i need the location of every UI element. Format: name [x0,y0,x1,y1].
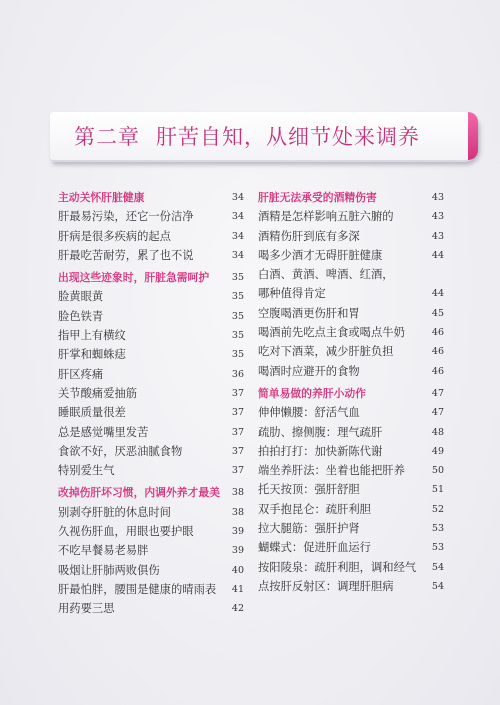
toc-page-number: 35 [231,291,244,303]
toc-entry[interactable] [258,461,444,480]
toc-entry-title: 不吃早餐易老易胖 [58,544,149,558]
toc-entry-title: 肝病是很多疾病的起点 [58,229,171,243]
toc-entry-title: 脸黄眼黄 [58,290,104,304]
toc-entry-title: 喝酒前先吃点主食或喝点牛奶 [258,326,405,340]
chapter-banner-accent [468,112,478,160]
toc-entry-title: 拍拍打打：加快新陈代谢 [258,444,383,458]
toc-page-number: 35 [231,310,244,322]
toc-entry-title: 蝴蝶式：促进肝血运行 [258,541,371,555]
toc-entry[interactable] [258,500,444,519]
toc-entry-title: 肝掌和蜘蛛痣 [58,348,126,362]
chapter-title: 肝苦自知，从细节处来调养 [156,125,420,149]
toc-page-number: 37 [231,445,244,457]
toc-page-number: 34 [231,211,244,223]
toc-entry-title: 喝酒时应避开的食物 [258,364,360,378]
toc-entry-title: 肝脏无法承受的酒精伤害 [258,191,377,204]
toc-page-number: 35 [231,349,244,361]
toc-entry-title: 酒精是怎样影响五脏六腑的 [258,210,394,224]
toc-entry-title: 关节酸痛爱抽筋 [58,386,138,400]
toc-entry[interactable] [258,304,444,323]
toc-entry-title: 酒精伤肝到底有多深 [258,229,360,243]
toc-entry-title: 疏肋、擦侧腹：理气疏肝 [258,425,383,439]
toc-entry[interactable] [58,541,244,560]
toc-entry[interactable] [58,287,244,306]
toc-entry[interactable] [258,442,444,461]
toc-entry[interactable] [258,403,444,422]
toc-entry[interactable] [58,227,244,246]
toc-entry[interactable] [258,362,444,381]
toc-section-heading[interactable] [58,268,244,287]
toc-entry[interactable] [258,519,444,538]
toc-entry-title: 用药要三思 [58,602,115,616]
toc-entry[interactable] [58,403,244,422]
toc-page-number: 43 [431,211,444,223]
toc-entry[interactable] [58,580,244,599]
toc-page-number: 37 [231,407,244,419]
toc-entry-title: 别剥夺肝脏的休息时间 [58,505,171,519]
toc-page-number: 39 [231,545,244,557]
toc-entry-title: 出现这些迹象时，肝脏急需呵护 [58,271,210,285]
chapter-label: 第二章 [74,125,140,149]
toc-entry[interactable] [258,227,444,246]
toc-page-number: 36 [231,368,244,380]
toc-page-number: 53 [431,542,444,554]
toc-page-number: 46 [431,327,444,339]
toc-page-number: 38 [231,506,244,518]
toc-page-number: 47 [431,387,444,399]
toc-page-number: 54 [431,561,444,573]
toc-entry-title: 改掉伤肝坏习惯，内调外养才最美 [58,486,220,500]
toc-entry-title: 白酒、黄酒、啤酒、红酒， [258,268,394,282]
toc-entry[interactable] [58,207,244,226]
toc-entry[interactable] [258,207,444,226]
toc-page-number: 46 [431,346,444,358]
toc-page-number: 35 [231,272,244,284]
toc-left-column [58,188,244,619]
toc-entry-title: 肝最吃苦耐劳，累了也不说 [58,248,194,262]
toc-entry-title: 特别爱生气 [58,464,115,478]
toc-entry-title: 肝最易污染，还它一份洁净 [58,210,194,224]
toc-entry-title: 久视伤肝血，用眼也要护眼 [58,525,194,539]
toc-entry-title: 肝最怕胖，腰围是健康的晴雨表 [58,582,217,596]
toc-page-number: 37 [231,387,244,399]
toc-entry[interactable] [58,365,244,384]
toc-entry[interactable] [258,558,444,577]
toc-entry[interactable] [258,423,444,442]
toc-entry-title: 吃对下酒菜，减少肝脏负担 [258,345,394,359]
toc-entry[interactable] [58,503,244,522]
toc-page-number: 37 [231,465,244,477]
toc-page-number: 35 [231,330,244,342]
toc-entry-title: 睡眠质量很差 [58,406,126,420]
toc-page-number: 53 [431,523,444,535]
toc-entry-title: 总是感觉嘴里发苦 [58,425,149,439]
toc-section-heading[interactable] [258,384,444,403]
toc-page-number: 38 [231,487,244,499]
toc-page-number: 41 [231,583,244,595]
toc-entry[interactable] [258,265,444,284]
toc-entry[interactable] [258,323,444,342]
toc-entry[interactable] [58,246,244,265]
toc-entry-title: 脸色铁青 [58,309,104,323]
toc-page-number: 48 [431,426,444,438]
toc-entry[interactable] [58,461,244,480]
toc-page-number: 44 [431,288,444,300]
toc-entry[interactable] [258,284,444,303]
toc-entry-title: 点按肝反射区：调理肝胆病 [258,579,394,593]
toc-entry-title: 肝区疼痛 [58,367,104,381]
toc-page-number: 44 [431,249,444,261]
toc-entry-title: 双手抱昆仑：疏肝利胆 [258,502,371,516]
toc-page-number: 34 [231,192,244,203]
toc-page-number: 51 [431,484,444,496]
toc-entry-title: 端坐养肝法：坐着也能把肝养 [258,464,405,478]
toc-entry-title: 空腹喝酒更伤肝和胃 [258,306,360,320]
toc-entry-title: 食欲不好，厌恶油腻食物 [58,444,183,458]
toc-entry-title: 简单易做的养肝小动作 [258,386,366,400]
toc-entry-title: 拉大腿筋：强肝护肾 [258,522,360,536]
toc-entry-title: 吸烟让肝肺两败俱伤 [58,563,160,577]
toc-entry[interactable] [58,442,244,461]
toc-entry-title: 伸伸懒腰：舒活气血 [258,406,360,420]
toc-page-number: 37 [231,426,244,438]
toc-right-column [258,188,444,596]
toc-entry[interactable] [258,577,444,596]
toc-entry[interactable] [258,342,444,361]
toc-entry[interactable] [58,326,244,345]
toc-entry-title: 喝多少酒才无碍肝脏健康 [258,248,383,262]
toc-entry[interactable] [58,345,244,364]
toc-page-number: 50 [431,465,444,477]
toc-entry[interactable] [58,561,244,580]
toc-entry[interactable] [258,480,444,499]
toc-page-number: 49 [431,445,444,457]
toc-entry[interactable] [58,307,244,326]
toc-entry[interactable] [258,538,444,557]
toc-entry-title: 托天按顶：强肝舒胆 [258,483,360,497]
toc-page-number: 39 [231,526,244,538]
toc-page-number: 43 [431,192,444,203]
toc-section-heading[interactable] [58,483,244,502]
toc-page-number: 34 [231,230,244,242]
toc-entry[interactable] [258,246,444,265]
toc-page-number: 54 [431,580,444,592]
toc-page-number: 43 [431,230,444,242]
toc-page-number: 47 [431,407,444,419]
toc-page-number: 46 [431,365,444,377]
toc-entry-title: 哪种值得肯定 [258,287,326,301]
toc-entry[interactable] [58,384,244,403]
toc-entry-title: 指甲上有横纹 [58,329,126,343]
toc-page-number: 40 [231,564,244,576]
toc-entry[interactable] [58,599,244,618]
toc-entry[interactable] [58,423,244,442]
toc-page-number: 45 [431,307,444,319]
toc-page-number: 42 [231,603,244,615]
toc-entry-title: 主动关怀肝脏健康 [58,191,145,204]
toc-entry[interactable] [58,522,244,541]
toc-entry-title: 按阳陵泉：疏肝利胆，调和经气 [258,560,417,574]
toc-section-heading[interactable] [58,188,244,207]
toc-section-heading[interactable] [258,188,444,207]
toc-page-number: 34 [231,249,244,261]
toc-page-number: 52 [431,503,444,515]
